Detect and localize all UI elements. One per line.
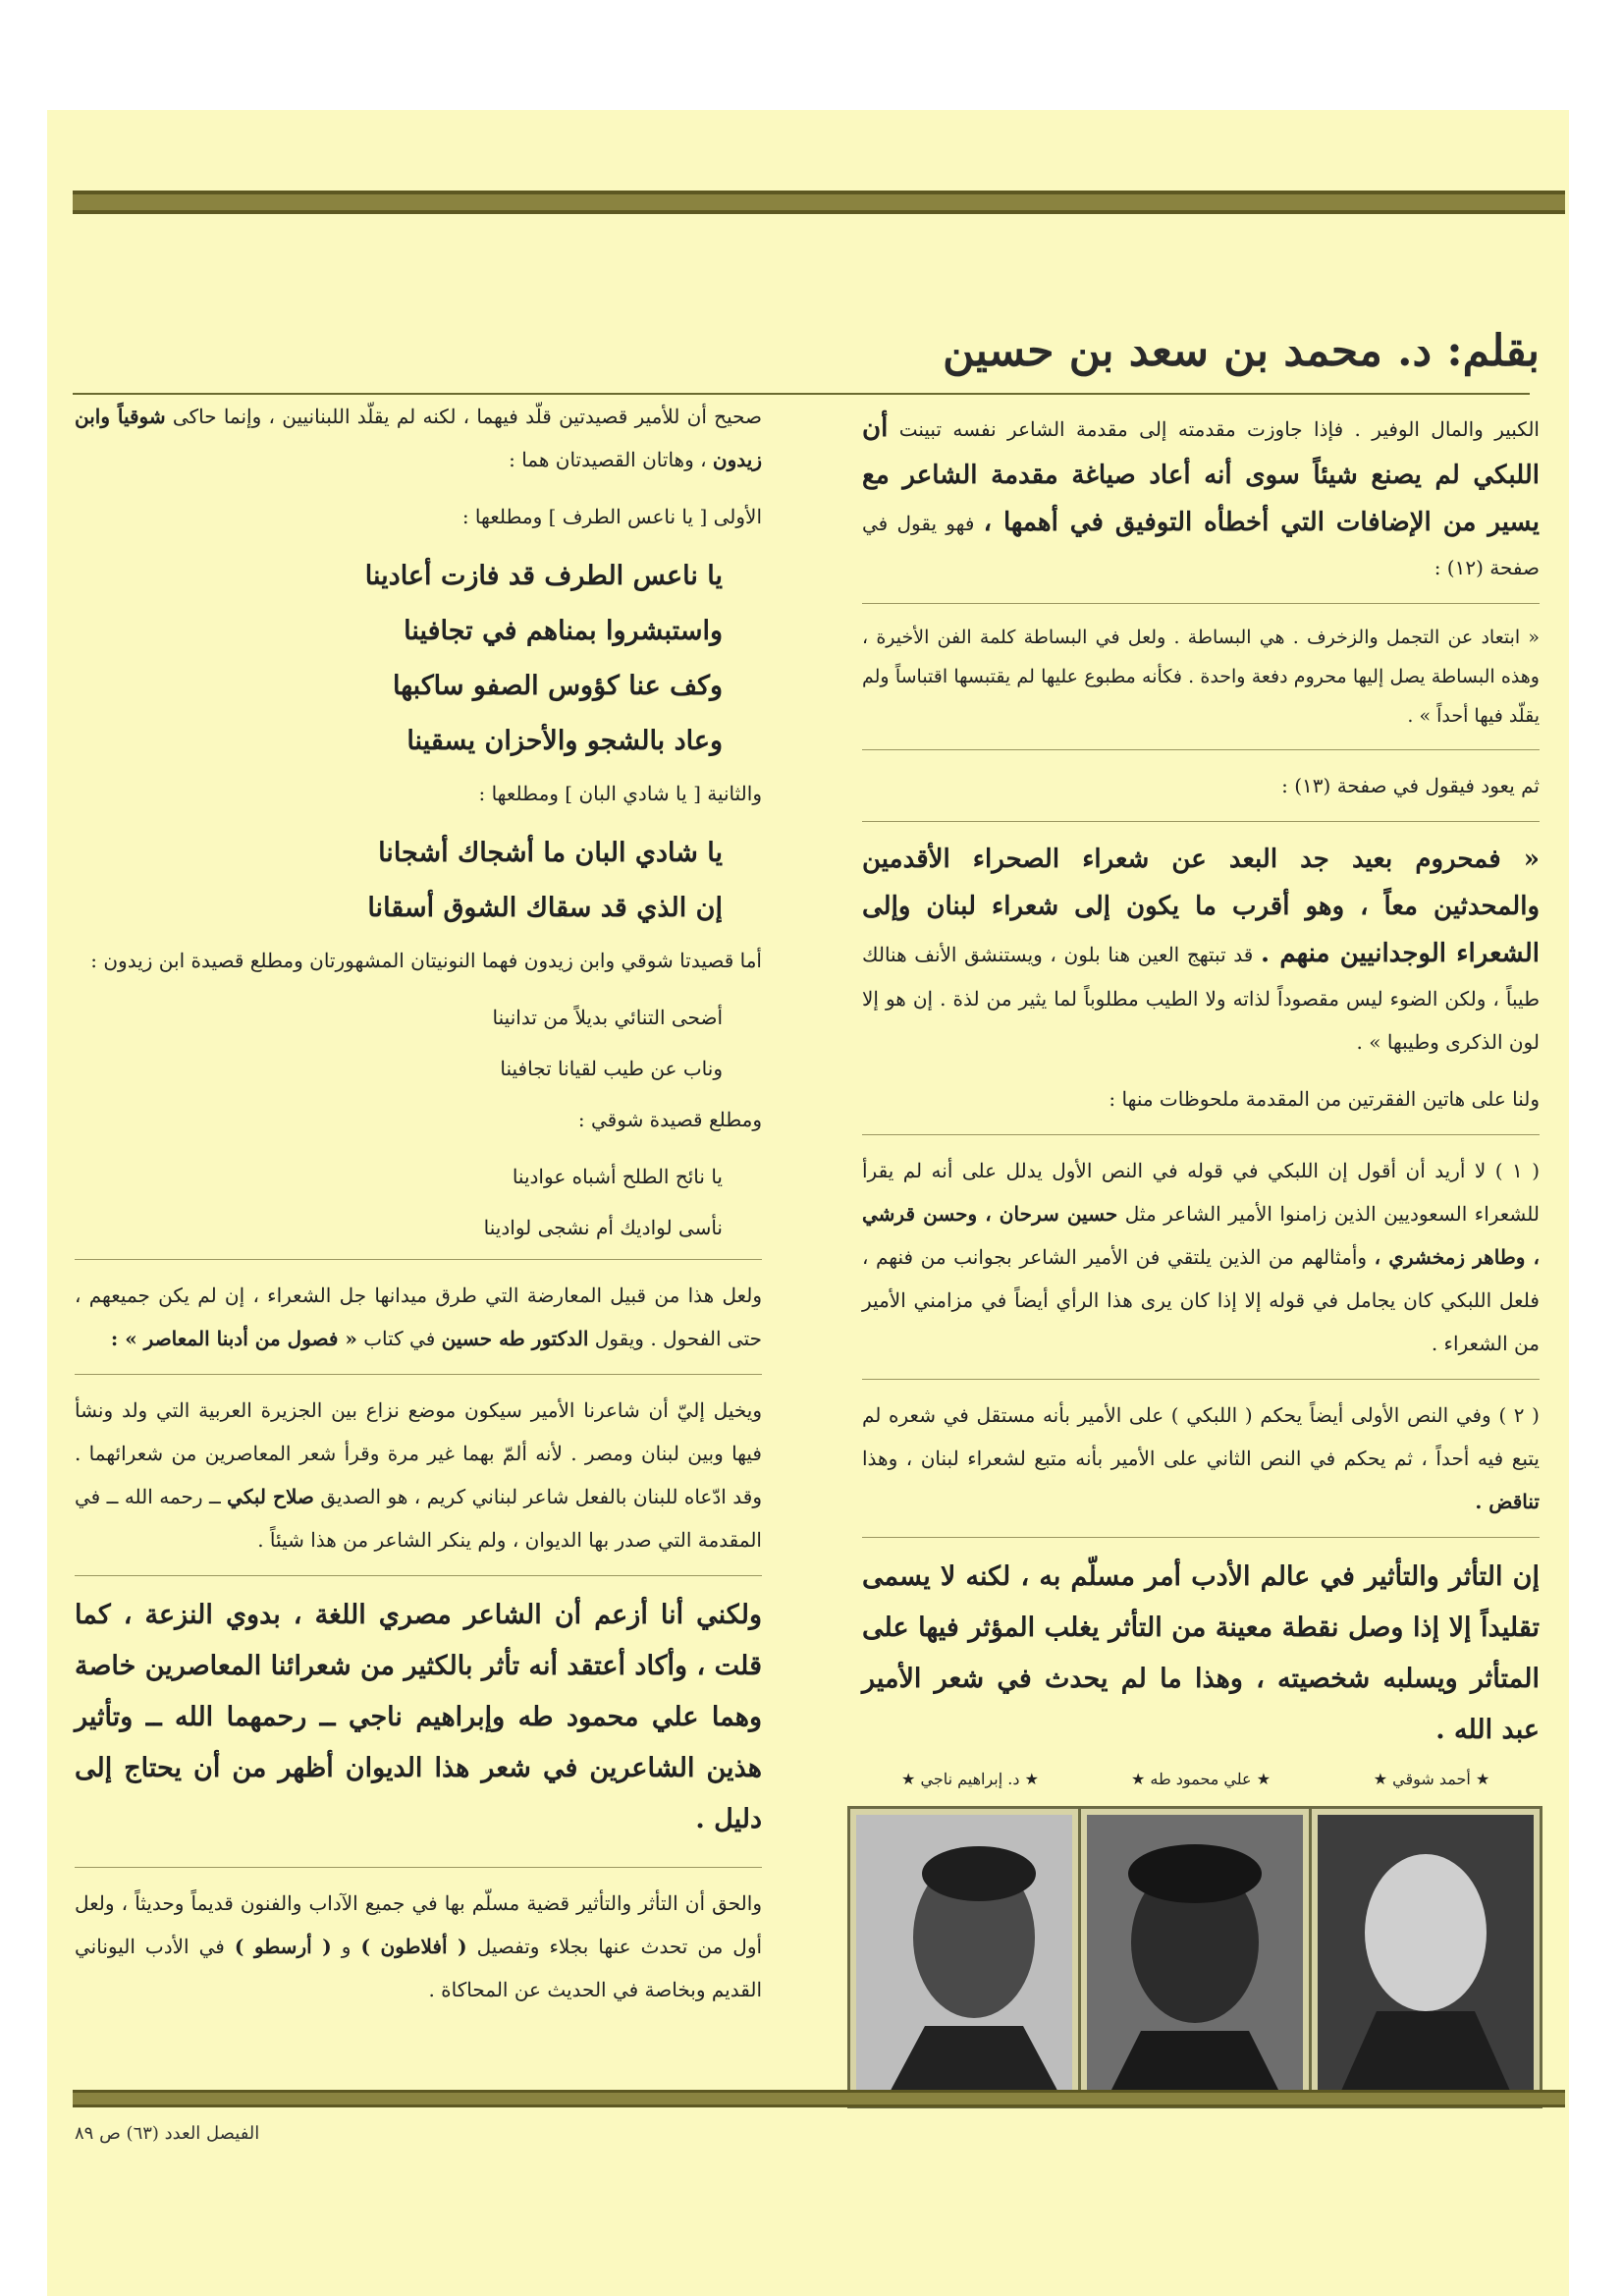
poem-label: والثانية [ يا شادي البان ] ومطلعها : — [478, 782, 762, 805]
divider — [862, 1379, 1540, 1380]
note-1 — [862, 1149, 1540, 1365]
poet-photos — [862, 1770, 1540, 2172]
text: ( ١ ) لا أريد أن أقول إن اللبكي في قوله في النص الأول يدلل على أنه لم يقرأ للشعراء السعوديين الذين زامنوا الأمير الشاعر مثل — [862, 1159, 1540, 1226]
portrait-photo — [850, 1809, 1078, 2105]
text: ، وهاتان القصيدتان هما : — [509, 448, 707, 471]
photo-caption: ★ د. إبراهيم ناجي ★ — [901, 1770, 1039, 1788]
verse-line: يا نائح الطلح أشباه عوادينا — [512, 1165, 723, 1188]
divider — [862, 1134, 1540, 1135]
text: فهو يقول في صفحة (١٢) : — [862, 512, 1540, 579]
bottom-rule — [73, 2090, 1565, 2107]
divider — [75, 1374, 762, 1375]
verse-line: إن الذي قد سقاك الشوق أسقانا — [367, 893, 723, 923]
page-footer: الفيصل العدد (٦٣) ص ٨٩ — [75, 2123, 260, 2144]
verse-line: وعاد بالشجو والأحزان يسقينا — [406, 726, 723, 756]
verse-line: يا ناعس الطرف قد فازت أعادينا — [364, 561, 723, 591]
verse-line: وكف عنا كؤوس الصفو ساكبها — [393, 671, 723, 701]
verse-line: وناب عن طيب لقيانا تجافينا — [500, 1057, 723, 1080]
text: ــ رحمه الله ــ في المقدمة التي صدر بها الديوان ، ولم ينكر الشاعر من هذا شيئاً . — [75, 1485, 762, 1552]
paragraph: أما قصيدتا شوقي وابن زيدون فهما النونيتان المشهورتان ومطلع قصيدة ابن زيدون : — [90, 949, 762, 972]
emphasis-text: صلاح لبكي — [227, 1485, 314, 1508]
emphasis-text: شوقياً وابن زيدون — [75, 405, 762, 471]
paragraph — [75, 395, 762, 481]
text: الكبير والمال الوفير . فإذا جاوزت مقدمته إلى مقدمة الشاعر نفسه تبينت — [898, 417, 1540, 441]
note-2 — [862, 1394, 1540, 1523]
paragraph: ومطلع قصيدة شوقي : — [577, 1108, 762, 1131]
portrait-photo — [1312, 1809, 1540, 2105]
text: في الأدب اليوناني القديم وبخاصة في الحديث عن المحاكاة . — [75, 1935, 762, 2001]
paragraph — [75, 1389, 762, 1561]
author-byline: بقلم: د. محمد بن سعد بن حسين — [943, 326, 1540, 376]
divider — [75, 1867, 762, 1868]
divider — [862, 821, 1540, 822]
divider — [862, 603, 1540, 604]
book-title: « فصول من أدبنا المعاصر » : — [110, 1327, 357, 1350]
left-column — [75, 395, 762, 2025]
text: وأمثالهم من الذين يلتقي فن الأمير الشاعر بجوانب من فنهم ، فلعل اللبكي كان يجامل في قوله إلا إذا كان يرى هذا الرأي أيضاً في مزامني الأمير من الشعراء . — [862, 1245, 1540, 1355]
divider — [862, 1537, 1540, 1538]
emphasis-text: الدكتور طه حسين — [441, 1327, 589, 1350]
divider — [75, 1575, 762, 1576]
divider — [75, 1259, 762, 1260]
text: و — [341, 1935, 352, 1958]
emphasis-text: « فمحروم بعيد جد البعد عن شعراء الصحراء الأقدمين والمحدثين معاً ، وهو أقرب ما يكون إلى شعراء لبنان وإلى الشعراء الوجدانيين منهم . — [862, 845, 1540, 968]
portrait-photo — [1081, 1809, 1309, 2105]
text: في كتاب — [363, 1327, 436, 1350]
verse-line: واستبشروا بمناهم في تجافينا — [404, 616, 723, 646]
conclusion-paragraph: إن التأثر والتأثير في عالم الأدب أمر مسلّم به ، لكنه لا يسمى تقليداً إلا إذا وصل نقطة معينة من التأثر يغلب المؤثر فيها على المتأثر ويسلبه شخصيته ، وهذا ما لم يحدث في شعر الأمير عبد الله . — [862, 1561, 1540, 1745]
verse-line: يا شادي البان ما أشجاك أشجانا — [378, 838, 723, 868]
right-column — [862, 405, 1540, 1777]
text: والحق أن التأثر والتأثير قضية مسلّم بها في جميع الآداب والفنون قديماً وحديثاً ، ولعل أول من تحدث عنها بجلاء وتفصيل — [75, 1891, 763, 1958]
top-rule — [73, 191, 1565, 214]
verse-line: نأسى لواديك أم نشجى لوادينا — [483, 1216, 723, 1239]
photo-caption: ★ أحمد شوقي ★ — [1373, 1770, 1490, 1788]
paragraph — [75, 1882, 762, 2011]
poet-names: حسين سرحان ، وحسن قرشي ، وطاهر زمخشري ، — [862, 1202, 1540, 1269]
emphasis-text: ( أرسطو ) — [234, 1935, 332, 1958]
paragraph — [862, 405, 1540, 589]
text: قد تبتهج العين هنا بلون ، ويستنشق الأنف هنالك طيباً ، ولكن الضوء ليس مقصوداً لذاته ولا الطيب مطلوباً لما يثير من لذة . إن هو إلا لون الذكرى وطيبها » . — [862, 943, 1540, 1054]
paragraph: ولنا على هاتين الفقرتين من المقدمة ملحوظات منها : — [1109, 1087, 1540, 1111]
paragraph: ثم يعود فيقول في صفحة (١٣) : — [1281, 774, 1540, 797]
quotation: « ابتعاد عن التجمل والزخرف . هي البساطة . ولعل في البساطة كلمة الفن الأخيرة ، وهذه البساطة يصل إليها محروم دفعة واحدة . فكأنه مطبوع عليها لم يقتبسها اقتباساً ولم يقلّد فيها أحداً » . — [862, 627, 1540, 727]
paragraph — [75, 1274, 762, 1360]
text: ولعل هذا من قبيل المعارضة التي طرق ميدانها جل الشعراء ، إن لم يكن جميعهم ، حتى الفحول . ويقول — [75, 1284, 762, 1350]
verse-line: أضحى التنائي بديلاً من تدانينا — [492, 1006, 723, 1029]
text: صحيح أن للأمير قصيدتين قلّد فيهما ، لكنه لم يقلّد اللبنانيين ، وإنما حاكى — [172, 405, 762, 428]
emphasis-paragraph: ولكني أنا أزعم أن الشاعر مصري اللغة ، بدوي النزعة ، كما قلت ، وأكاد أعتقد أنه تأثر بالكثير من شعرائنا المعاصرين خاصة وهما علي محمود طه وإبراهيم ناجي ــ رحمهما الله ــ وتأثير هذين الشاعرين في شعر هذا الديوان أظهر من أن يحتاج إلى دليل . — [75, 1600, 762, 1834]
text: ويخيل إليّ أن شاعرنا الأمير سيكون موضع نزاع بين الجزيرة العربية التي ولد ونشأ فيها وبين لبنان ومصر . لأنه ألمّ بهما غير مرة وقرأ شعر المعاصرين من شعرائهما . وقد ادّعاه للبنان بالفعل شاعر لبناني كريم ، هو الصديق — [75, 1398, 762, 1508]
poem-label: الأولى [ يا ناعس الطرف ] ومطلعها : — [461, 505, 762, 528]
photo-caption: ★ علي محمود طه ★ — [1130, 1770, 1271, 1788]
emphasis-text: تناقض . — [1475, 1490, 1540, 1513]
emphasis-text: ( أفلاطون ) — [360, 1935, 467, 1958]
quotation — [862, 836, 1540, 1064]
text: ( ٢ ) وفي النص الأولى أيضاً يحكم ( اللبكي ) على الأمير بأنه مستقل في شعره لم يتبع فيه أحداً ، ثم يحكم في النص الثاني على الأمير بأنه متبع لشعراء لبنان ، وهذا — [862, 1403, 1540, 1470]
page — [47, 110, 1569, 2296]
emphasis-text: أن اللبكي لم يصنع شيئاً سوى أنه أعاد صياغة مقدمة الشاعر مع يسير من الإضافات التي أخطأه التوفيق في أهمها ، — [862, 413, 1540, 537]
divider — [862, 749, 1540, 750]
